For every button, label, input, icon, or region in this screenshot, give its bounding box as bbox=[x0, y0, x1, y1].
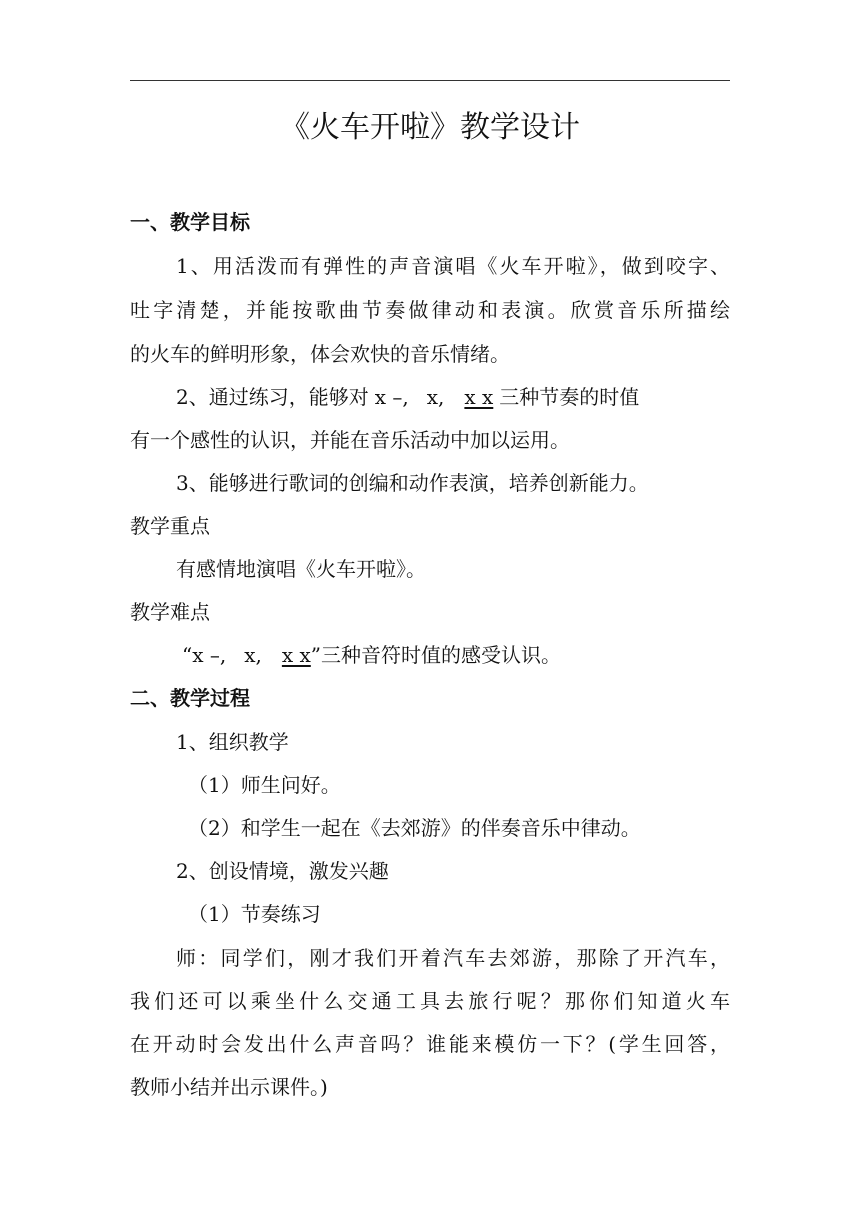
step1: 1、组织教学 bbox=[176, 730, 289, 754]
difficulty-rhythm-c: x x bbox=[281, 643, 311, 667]
key-point: 有感情地演唱《火车开啦》。 bbox=[176, 557, 426, 581]
teacher-line2: 我们还可以乘坐什么交通工具去旅行呢？那你们知道火车 bbox=[130, 989, 730, 1013]
goal2-rhythm-c: x x bbox=[464, 385, 494, 409]
goal2-prefix: 2、通过练习，能够对 bbox=[176, 385, 369, 409]
step2: 2、创设情境，激发兴趣 bbox=[176, 859, 389, 883]
goal1-line1: 1、用活泼而有弹性的声音演唱《火车开啦》，做到咬字、 bbox=[176, 254, 730, 278]
goal3: 3、能够进行歌词的创编和动作表演，培养创新能力。 bbox=[176, 471, 649, 495]
page-title: 《火车开啦》教学设计 bbox=[280, 110, 580, 145]
goal1-line2: 吐字清楚，并能按歌曲节奏做律动和表演。欣赏音乐所描绘 bbox=[130, 298, 730, 322]
difficulty-heading: 教学难点 bbox=[130, 600, 210, 624]
teacher-line4: 教师小结并出示课件。) bbox=[130, 1075, 328, 1099]
goal2-rhythm-a: x –, bbox=[374, 385, 409, 409]
difficulty-suffix: ”三种音符时值的感受认识。 bbox=[310, 643, 562, 667]
goal1-line3: 的火车的鲜明形象，体会欢快的音乐情绪。 bbox=[130, 342, 510, 366]
difficulty-rhythm-b: x, bbox=[244, 643, 262, 667]
goal2-line1 bbox=[176, 383, 639, 411]
difficulty-open-quote: “ bbox=[182, 643, 193, 667]
step1-a: （1）师生问好。 bbox=[188, 773, 341, 797]
difficulty-rhythm-a: x –, bbox=[192, 643, 227, 667]
header-rule bbox=[130, 80, 730, 81]
goal2-rhythm-b: x, bbox=[426, 385, 445, 409]
step2-a: （1）节奏练习 bbox=[188, 902, 321, 926]
difficulty-text bbox=[182, 641, 561, 669]
teacher-line1: 师：同学们，刚才我们开着汽车去郊游，那除了开汽车， bbox=[176, 946, 730, 970]
section-heading-process: 二、教学过程 bbox=[130, 686, 250, 710]
key-point-heading: 教学重点 bbox=[130, 514, 210, 538]
goal2-suffix: 三种节奏的时值 bbox=[499, 385, 640, 409]
step1-b: （2）和学生一起在《去郊游》的伴奏音乐中律动。 bbox=[188, 816, 641, 840]
goal2-line2: 有一个感性的认识，并能在音乐活动中加以运用。 bbox=[130, 428, 570, 452]
section-heading-goals: 一、教学目标 bbox=[130, 210, 250, 234]
teacher-line3: 在开动时会发出什么声音吗？谁能来模仿一下？(学生回答， bbox=[130, 1032, 730, 1056]
